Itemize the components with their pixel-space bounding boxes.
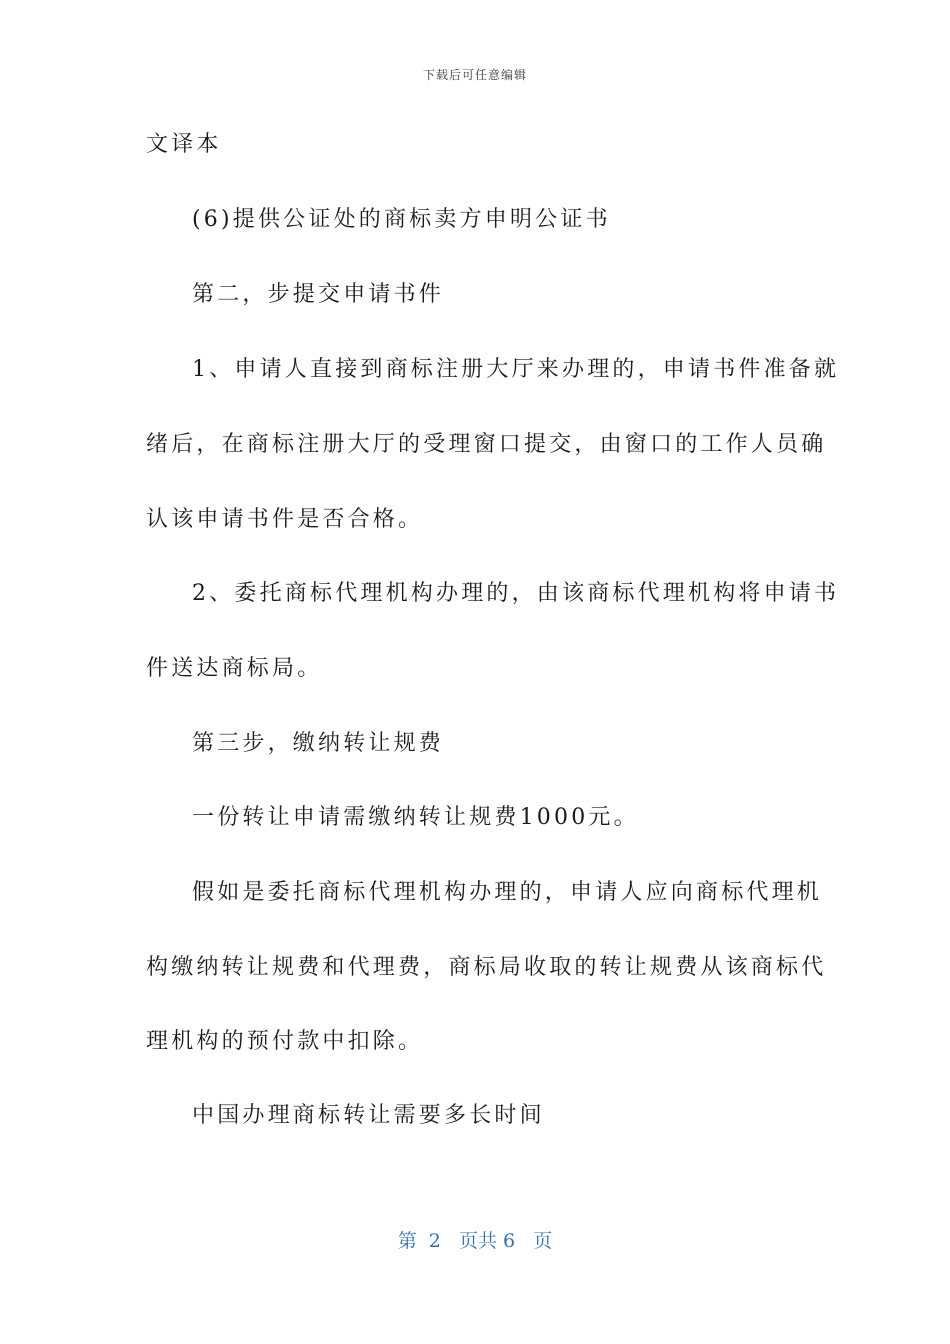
paragraph-line: 件送达商标局。 <box>146 656 323 681</box>
section-heading: 第三步，缴纳转让规费 <box>192 731 445 756</box>
paragraph-line: 文译本 <box>146 132 222 157</box>
section-heading: 中国办理商标转让需要多长时间 <box>192 1103 545 1128</box>
paragraph-line: (6)提供公证处的商标卖方申明公证书 <box>192 207 611 232</box>
paragraph-line: 构缴纳转让规费和代理费，商标局收取的转让规费从该商标代 <box>146 955 827 980</box>
paragraph-line: 一份转让申请需缴纳转让规费1000元。 <box>192 805 639 830</box>
section-heading: 第二，步提交申请书件 <box>192 282 445 307</box>
paragraph-line: 1、申请人直接到商标注册大厅来办理的，申请书件准备就 <box>192 357 840 382</box>
page-number-footer: 第 2 页共 6 页 <box>397 1230 553 1252</box>
paragraph-line: 假如是委托商标代理机构办理的，申请人应向商标代理机 <box>192 880 823 905</box>
page-header-note: 下载后可任意编辑 <box>422 68 527 82</box>
paragraph-line: 绪后，在商标注册大厅的受理窗口提交，由窗口的工作人员确 <box>146 432 827 457</box>
paragraph-line: 理机构的预付款中扣除。 <box>146 1029 424 1054</box>
paragraph-line: 2、委托商标代理机构办理的，由该商标代理机构将申请书 <box>192 581 840 606</box>
paragraph-line: 认该申请书件是否合格。 <box>146 507 424 532</box>
